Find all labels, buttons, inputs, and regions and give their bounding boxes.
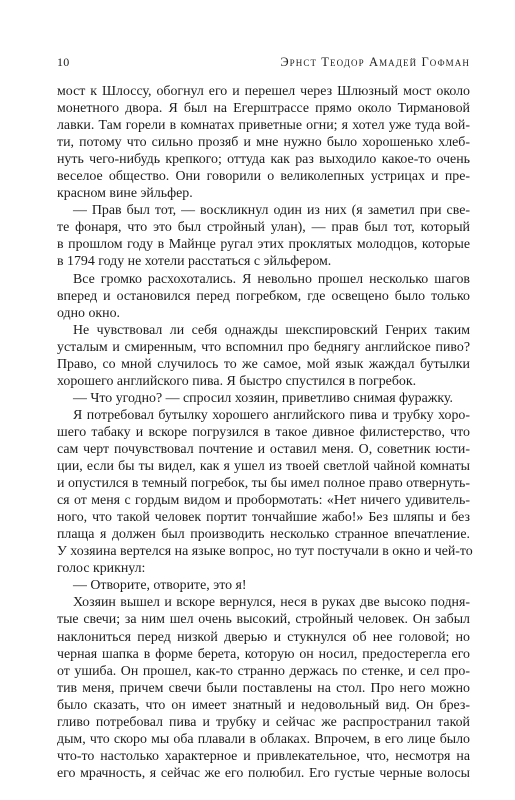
text-line: черная шапка в форме берета, которую он носил, предостерегла его bbox=[57, 646, 470, 662]
text-line: веселое общество. Они говорили о великолепных устрицах и пре- bbox=[57, 169, 470, 185]
text-line: усталым и смиренным, что вспомнил про беднягу английское пиво? bbox=[57, 339, 470, 355]
text-line: вперед и остановился перед погребком, где освещено было только bbox=[57, 288, 470, 304]
text-line: наклониться перед низкой дверью и стукнулся об нее головой; но bbox=[57, 629, 470, 645]
text-line: — Прав был тот, — воскликнул один из них (я заметил при све- bbox=[73, 203, 470, 219]
text-line: красном вине эйльфер. bbox=[57, 186, 193, 202]
text-line: монетного двора. Я был на Егерштрассе прямо около Тирмановой bbox=[57, 101, 470, 117]
text-line: У хозяина вертелся на языке вопрос, но тут постучали в окно и чей-то bbox=[57, 544, 473, 560]
text-line: что-то настолько характерное и привлекательное, что, несмотря на bbox=[57, 748, 470, 764]
page-number: 10 bbox=[57, 55, 70, 69]
text-line: — Что угодно? — спросил хозяин, приветливо снимая фуражку. bbox=[73, 390, 453, 406]
text-line: ти, потому что сильно прозяб и мне нужно было хорошенько хлеб- bbox=[57, 135, 470, 151]
text-line: было сказать, что он имеет знатный и недовольный вид. Он брез- bbox=[57, 697, 470, 713]
text-line: Я потребовал бутылку хорошего английского пива и трубку хоро- bbox=[73, 407, 470, 423]
text-line: в 1794 году не хотели расстаться с эйльфером. bbox=[57, 254, 332, 270]
text-line: Все громко расхохотались. Я невольно прошел несколько шагов bbox=[73, 271, 470, 287]
text-line: Не чувствовал ли себя однажды шекспировский Генрих таким bbox=[73, 322, 470, 338]
text-line: тые свечи; за ним шел очень высокий, стройный человек. Он забыл bbox=[57, 612, 470, 628]
text-line: одно окно. bbox=[57, 305, 121, 321]
text-line: тив меня, причем свечи были поставлены на стол. Про него можно bbox=[57, 680, 470, 696]
text-line: нуть чего-нибудь крепкого; оттуда как раз выходило какое-то очень bbox=[57, 152, 470, 168]
text-line: лавки. Там горели в комнатах приветные огни; я хотел уже туда вой- bbox=[57, 118, 470, 134]
text-line: Хозяин вышел и вскоре вернулся, неся в руках две высоко подня- bbox=[73, 595, 470, 611]
text-line: ся от меня с гордым видом и пробормотать: «Нет ничего удивитель- bbox=[57, 493, 470, 509]
text-line: те фонаря, что это был стройный улан), — прав был тот, который bbox=[57, 220, 470, 236]
text-line: сам черт почувствовал почтение и оставил меня. О, советник юсти- bbox=[57, 441, 470, 457]
running-title: Эрнст Теодор Амадей Гофман bbox=[280, 55, 470, 69]
text-line: от ушиба. Он прошел, как-то странно держась по стенке, и сел про- bbox=[57, 663, 470, 679]
text-line: Право, со мной случилось то же самое, мой язык жаждал бутылки bbox=[57, 356, 470, 372]
text-line: в прошлом году в Майнце ругал этих проклятых молодцов, которые bbox=[57, 237, 470, 253]
text-line: хорошего английского пива. Я быстро спустился в погребок. bbox=[57, 373, 417, 389]
text-line: мост к Шлоссу, обогнул его и перешел через Шлюзный мост около bbox=[57, 84, 470, 99]
text-line: гливо потребовал пива и трубку и сейчас же распространил такой bbox=[57, 714, 470, 730]
text-line: плаща я должен был производить несколько странное впечатление. bbox=[57, 527, 470, 543]
text-line: голос крикнул: bbox=[57, 561, 146, 577]
text-line: ции, если бы ты видел, как я ушел из твоей светлой чайной комнаты bbox=[57, 459, 470, 475]
text-line: и опустился в темный погребок, ты бы имел полное право отвернуть- bbox=[57, 476, 470, 492]
text-line: шего табаку и вскоре погрузился в такое дивное филистерство, что bbox=[57, 424, 470, 440]
running-header bbox=[57, 55, 470, 71]
body-text bbox=[57, 83, 473, 782]
text-line: — Отворите, отворите, это я! bbox=[73, 578, 247, 594]
text-line: ного, что такой человек портит тончайшие жабо!» Без шляпы и без bbox=[57, 510, 470, 526]
text-line: дым, что скоро мы оба плавали в облаках. Впрочем, в его лице было bbox=[57, 731, 470, 747]
text-line: его мрачность, я сейчас же его полюбил. Его густые черные волосы bbox=[57, 765, 470, 781]
